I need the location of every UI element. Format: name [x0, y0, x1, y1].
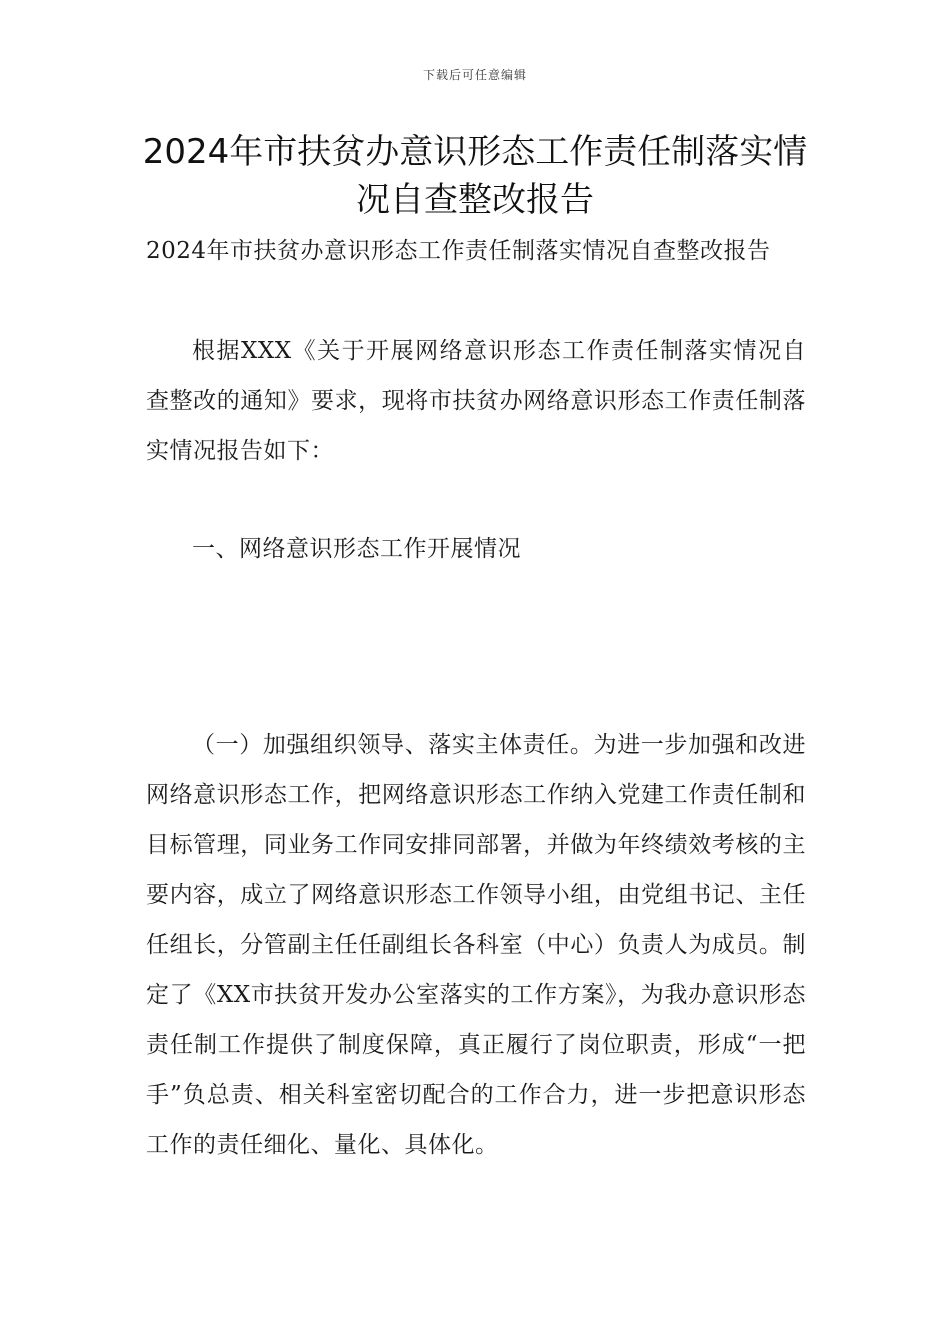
document-subtitle: 2024年市扶贫办意识形态工作责任制落实情况自查整改报告: [146, 238, 771, 264]
body-paragraph: （一）加强组织领导、落实主体责任。为进一步加强和改进网络意识形态工作，把网络意识形态工作纳入党建工作责任制和目标管理，同业务工作同安排同部署，并做为年终绩效考核的主要内容，成立了网络意识形态工作领导小组，由党组书记、主任任组长，分管副主任任副组长各科室（中心）负责人为成员。制定了《XX市扶贫开发办公室落实的工作方案》，为我办意识形态责任制工作提供了制度保障，真正履行了岗位职责，形成“一把手”负总责、相关科室密切配合的工作合力，进一步把意识形态工作的责任细化、量化、具体化。: [146, 732, 806, 1158]
intro-paragraph: 根据XXX《关于开展网络意识形态工作责任制落实情况自查整改的通知》要求，现将市扶贫办网络意识形态工作责任制落实情况报告如下：: [146, 338, 806, 464]
document-title: 2024年市扶贫办意识形态工作责任制落实情况自查整改报告: [142, 132, 808, 220]
header-note: 下载后可任意编辑: [422, 68, 527, 82]
section-heading: 一、网络意识形态工作开展情况: [192, 536, 521, 562]
